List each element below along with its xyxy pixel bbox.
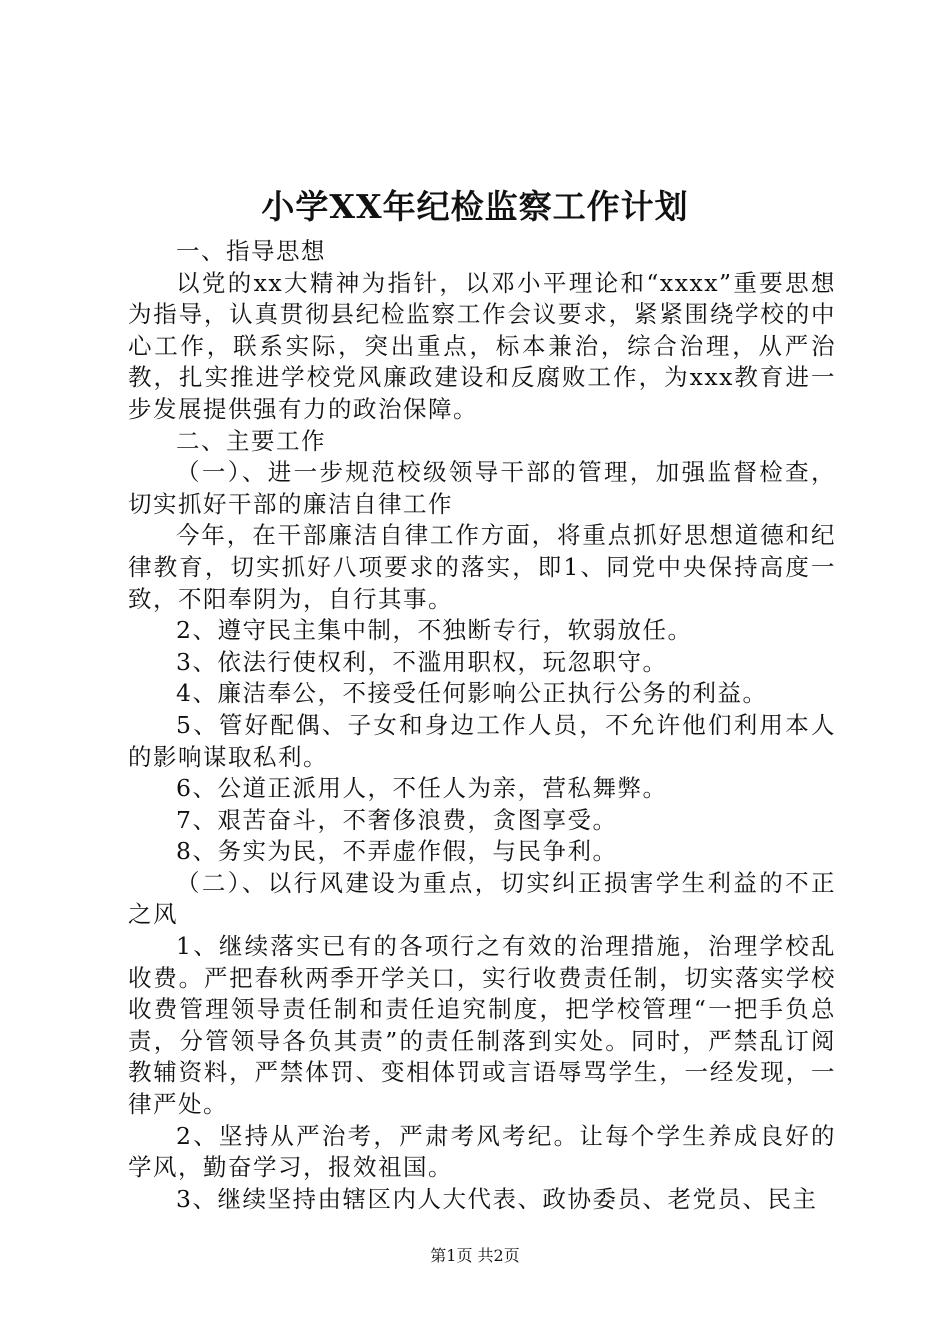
list-item: 8、务实为民，不弄虚作假，与民争利。 — [176, 837, 618, 866]
subheading-cadre-management: （一）、进一步规范校级领导干部的管理，加强监督检查，切实抓好干部的廉洁自律工作 — [128, 458, 836, 518]
list-item: 5、管好配偶、子女和身边工作人员，不允许他们利用本人的影响谋取私利。 — [128, 710, 836, 771]
list-item: 4、廉洁奉公，不接受任何影响公正执行公务的利益。 — [176, 679, 768, 708]
list-item: 2、遵守民主集中制，不独断专行，软弱放任。 — [176, 616, 693, 645]
list-item: 2、坚持从严治考，严肃考风考纪。让每个学生养成良好的学风，勤奋学习，报效祖国。 — [128, 1121, 836, 1182]
page-footer: 第1页 共2页 — [430, 1246, 520, 1265]
list-item: 1、继续落实已有的各项行之有效的治理措施，治理学校乱收费。严把春秋两季开学关口，实行收费责任制，切实落实学校收费管理领导责任制和责任追究制度，把学校管理“一把手负总责，分管领导各负其责”的责任制落到实处。同时，严禁乱订阅教辅资料，严禁体罚、变相体罚或言语辱骂学生，一经发现，一律严处。 — [128, 932, 836, 1119]
paragraph-guiding-ideology: 以党的xx大精神为指针，以邓小平理论和“xxxx”重要思想为指导，认真贯彻县纪检监察工作会议要求，紧紧围绕学校的中心工作，联系实际，突出重点，标本兼治，综合治理，从严治教，扎实推进学校党风廉政建设和反腐败工作，为xxx教育进一步发展提供强有力的政治保障。 — [128, 268, 836, 423]
document-title: 小学XX年纪检监察工作计划 — [261, 187, 689, 226]
list-item: 7、艰苦奋斗，不奢侈浪费，贪图享受。 — [176, 805, 618, 834]
list-item: 6、公道正派用人，不任人为亲，营私舞弊。 — [176, 774, 668, 803]
subheading-conduct: （二）、以行风建设为重点，切实纠正损害学生利益的不正之风 — [128, 868, 836, 929]
list-item: 3、依法行使权利，不滥用职权，玩忽职守。 — [176, 647, 668, 676]
heading-main-work: 二、主要工作 — [176, 426, 326, 455]
document-body — [128, 236, 836, 1215]
heading-guiding-ideology: 一、指导思想 — [176, 237, 326, 265]
list-item: 3、继续坚持由辖区内人大代表、政协委员、老党员、民主 — [176, 1184, 818, 1213]
paragraph-cadre-integrity: 今年，在干部廉洁自律工作方面，将重点抓好思想道德和纪律教育，切实抓好八项要求的落实，即1、同党中央保持高度一致，不阳奉阴为，自行其事。 — [128, 521, 836, 613]
